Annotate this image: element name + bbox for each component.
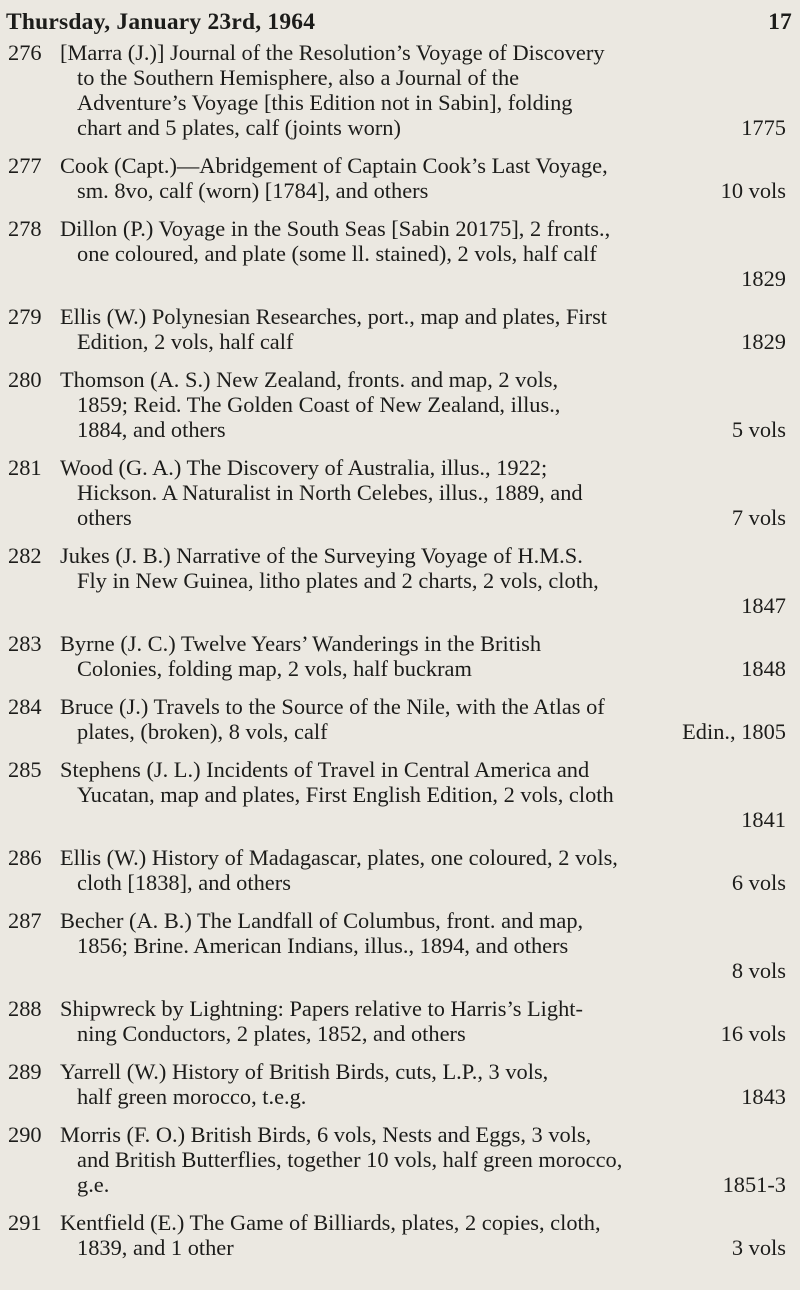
catalogue-lot [0,367,800,442]
page-header [6,4,792,40]
catalogue-lot [0,543,800,618]
catalogue-lot [0,1059,800,1109]
lot-line: Byrne (J. C.) Twelve Years’ Wanderings in the British [60,631,542,656]
lot-description-end: 1884, and others [77,417,226,442]
lot-line: Wood (G. A.) The Discovery of Australia, illus., 1922; [60,455,548,480]
lot-number: 282 [8,543,42,568]
lot-number: 284 [8,694,42,719]
lot-description-end: Edition, 2 vols, half calf [77,329,294,354]
lot-description-end: cloth [1838], and others [77,870,291,895]
lot-line: to the Southern Hemisphere, also a Journal of the [77,65,520,90]
lot-number: 279 [8,304,42,329]
catalogue-lot [0,996,800,1046]
lot-line: Bruce (J.) Travels to the Source of the Nile, with the Atlas of [60,694,605,719]
lot-number: 283 [8,631,42,656]
lot-line: Thomson (A. S.) New Zealand, fronts. and map, 2 vols, [60,367,559,392]
lot-number: 277 [8,153,42,178]
lot-line: Becher (A. B.) The Landfall of Columbus, front. and map, [60,908,584,933]
catalogue-lot [0,1210,800,1260]
catalogue-lot [0,908,800,983]
lot-description-end: half green morocco, t.e.g. [77,1084,307,1109]
catalogue-lot [0,40,800,140]
lot-quantity-or-date: 8 vols [731,958,786,983]
lot-number: 276 [8,40,42,65]
page-date: Thursday, January 23rd, 1964 [6,8,316,35]
lot-quantity-or-date: 1775 [741,115,786,140]
page-number: 17 [768,8,792,35]
lot-description-end: chart and 5 plates, calf (joints worn) [77,115,401,140]
lot-line: Ellis (W.) History of Madagascar, plates, one coloured, 2 vols, [60,845,618,870]
lot-quantity-or-date: 1843 [741,1084,786,1109]
catalogue-lot [0,455,800,530]
lot-number: 285 [8,757,42,782]
lot-number: 287 [8,908,42,933]
catalogue-lot [0,153,800,203]
lot-line: Hickson. A Naturalist in North Celebes, illus., 1889, and [77,480,583,505]
lot-line: Fly in New Guinea, litho plates and 2 charts, 2 vols, cloth, [77,568,599,593]
lot-description-end: 1839, and 1 other [77,1235,234,1260]
lot-line: Dillon (P.) Voyage in the South Seas [Sabin 20175], 2 fronts., [60,216,611,241]
lot-quantity-or-date: 1847 [741,593,786,618]
lot-line: Yucatan, map and plates, First English Edition, 2 vols, cloth [77,782,614,807]
lot-quantity-or-date: 16 vols [720,1021,786,1046]
catalogue-lot [0,216,800,291]
lot-number: 278 [8,216,42,241]
lot-line: one coloured, and plate (some ll. stained), 2 vols, half calf [77,241,597,266]
catalogue-lot [0,694,800,744]
catalogue-lot [0,304,800,354]
catalogue-lot [0,845,800,895]
lot-number: 288 [8,996,42,1021]
lot-quantity-or-date: 6 vols [731,870,786,895]
lot-list [0,40,800,1273]
lot-line: Kentfield (E.) The Game of Billiards, plates, 2 copies, cloth, [60,1210,601,1235]
lot-quantity-or-date: 1851-3 [722,1172,786,1197]
lot-line: and British Butterflies, together 10 vols, half green morocco, [77,1147,623,1172]
lot-description-end: plates, (broken), 8 vols, calf [77,719,328,744]
catalogue-lot [0,757,800,832]
lot-description-end: ning Conductors, 2 plates, 1852, and others [77,1021,466,1046]
lot-quantity-or-date: 7 vols [731,505,786,530]
catalogue-lot [0,1122,800,1197]
lot-line: 1856; Brine. American Indians, illus., 1894, and others [77,933,569,958]
lot-quantity-or-date: 10 vols [720,178,786,203]
lot-quantity-or-date: 1848 [741,656,786,681]
lot-description-end: sm. 8vo, calf (worn) [1784], and others [77,178,429,203]
lot-quantity-or-date: 5 vols [731,417,786,442]
lot-line: Stephens (J. L.) Incidents of Travel in Central America and [60,757,590,782]
lot-line: 1859; Reid. The Golden Coast of New Zealand, illus., [77,392,561,417]
lot-number: 289 [8,1059,42,1084]
lot-quantity-or-date: 3 vols [731,1235,786,1260]
lot-line: [Marra (J.)] Journal of the Resolution’s Voyage of Discovery [60,40,605,65]
lot-number: 280 [8,367,42,392]
catalogue-lot [0,631,800,681]
lot-line: Shipwreck by Lightning: Papers relative to Harris’s Light- [60,996,583,1021]
lot-number: 286 [8,845,42,870]
lot-line: Adventure’s Voyage [this Edition not in Sabin], folding [77,90,573,115]
lot-number: 291 [8,1210,42,1235]
lot-line: Cook (Capt.)—Abridgement of Captain Cook’s Last Voyage, [60,153,608,178]
lot-number: 290 [8,1122,42,1147]
lot-quantity-or-date: 1841 [741,807,786,832]
lot-line: Ellis (W.) Polynesian Researches, port., map and plates, First [60,304,608,329]
lot-quantity-or-date: Edin., 1805 [682,719,786,744]
lot-line: Jukes (J. B.) Narrative of the Surveying Voyage of H.M.S. [60,543,583,568]
lot-line: Morris (F. O.) British Birds, 6 vols, Nests and Eggs, 3 vols, [60,1122,592,1147]
lot-quantity-or-date: 1829 [741,329,786,354]
lot-description-end: Colonies, folding map, 2 vols, half buckram [77,656,472,681]
lot-description-end: others [77,505,132,530]
lot-quantity-or-date: 1829 [741,266,786,291]
lot-description-end: g.e. [77,1172,110,1197]
lot-number: 281 [8,455,42,480]
lot-line: Yarrell (W.) History of British Birds, cuts, L.P., 3 vols, [60,1059,549,1084]
